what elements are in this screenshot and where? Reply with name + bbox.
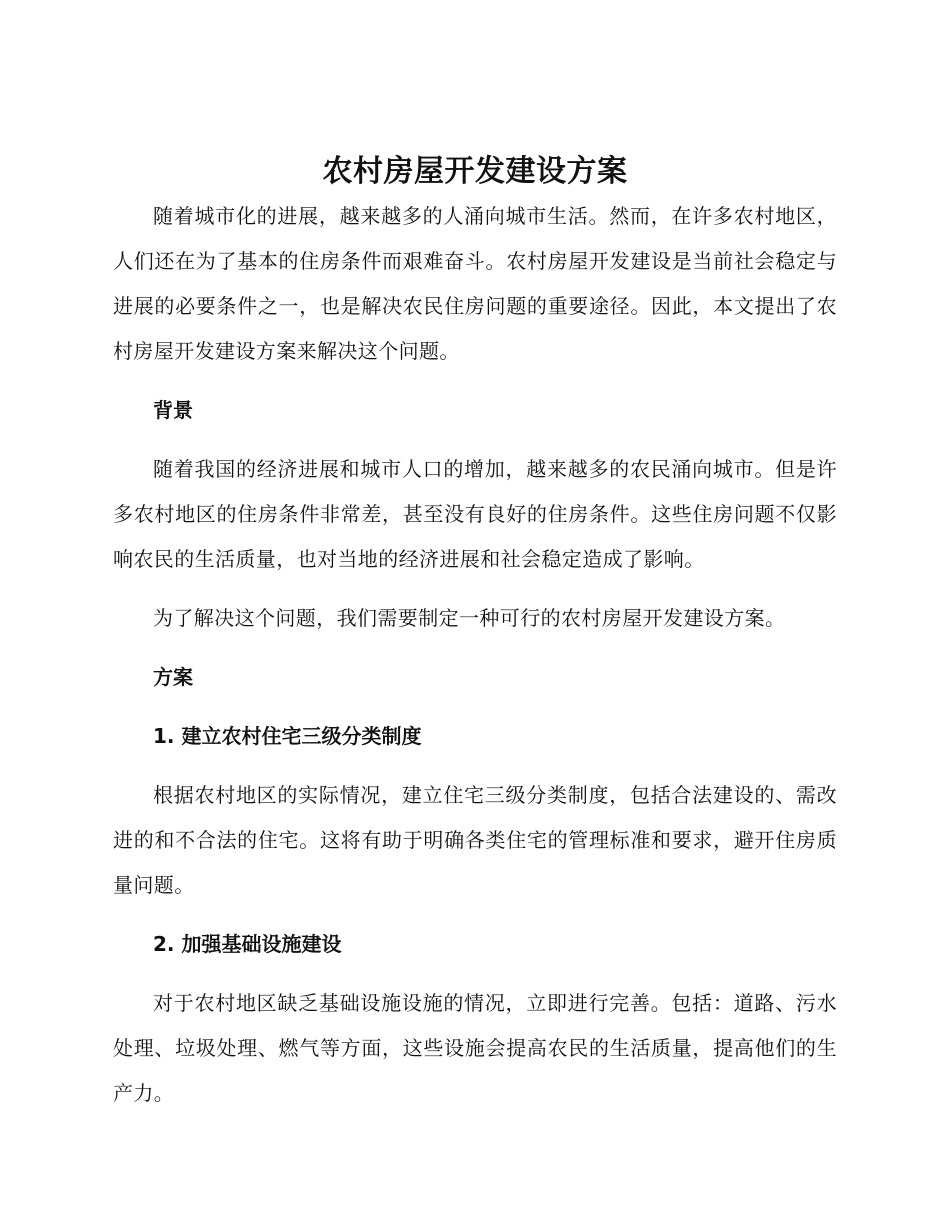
document-title: 农村房屋开发建设方案 — [322, 154, 628, 189]
spacer — [113, 582, 837, 596]
spacer — [113, 700, 837, 714]
plan-section-1-heading: 1. 建立农村住宅三级分类制度 — [153, 724, 422, 748]
spacer — [113, 433, 837, 447]
spacer — [113, 967, 837, 981]
document-page — [113, 150, 837, 1116]
plan-heading: 方案 — [153, 665, 193, 689]
background-paragraph-1: 随着我国的经济进展和城市人口的增加，越来越多的农民涌向城市。但是许多农村地区的住房条件非常差，甚至没有良好的住房条件。这些住房问题不仅影响农民的生活质量，也对当地的经济进展和社会稳定造成了影响。 — [113, 457, 837, 571]
spacer — [113, 641, 837, 655]
plan-section-2-heading: 2. 加强基础设施建设 — [153, 932, 342, 956]
plan-section-1-text: 根据农村地区的实际情况，建立住宅三级分类制度，包括合法建设的、需改进的和不合法的住宅。这将有助于明确各类住宅的管理标准和要求，避开住房质量问题。 — [113, 783, 837, 897]
plan-section-2-text: 对于农村地区缺乏基础设施设施的情况，立即进行完善。包括：道路、污水处理、垃圾处理、燃气等方面，这些设施会提高农民的生活质量，提高他们的生产力。 — [113, 991, 837, 1105]
background-paragraph-2: 为了解决这个问题，我们需要制定一种可行的农村房屋开发建设方案。 — [153, 606, 786, 630]
spacer — [113, 908, 837, 922]
spacer — [113, 759, 837, 773]
intro-paragraph: 随着城市化的进展，越来越多的人涌向城市生活。然而，在许多农村地区，人们还在为了基本的住房条件而艰难奋斗。农村房屋开发建设是当前社会稳定与进展的必要条件之一，也是解决农民住房问题的重要途径。因此，本文提出了农村房屋开发建设方案来解决这个问题。 — [113, 204, 837, 363]
spacer — [113, 374, 837, 388]
background-heading: 背景 — [153, 398, 193, 422]
